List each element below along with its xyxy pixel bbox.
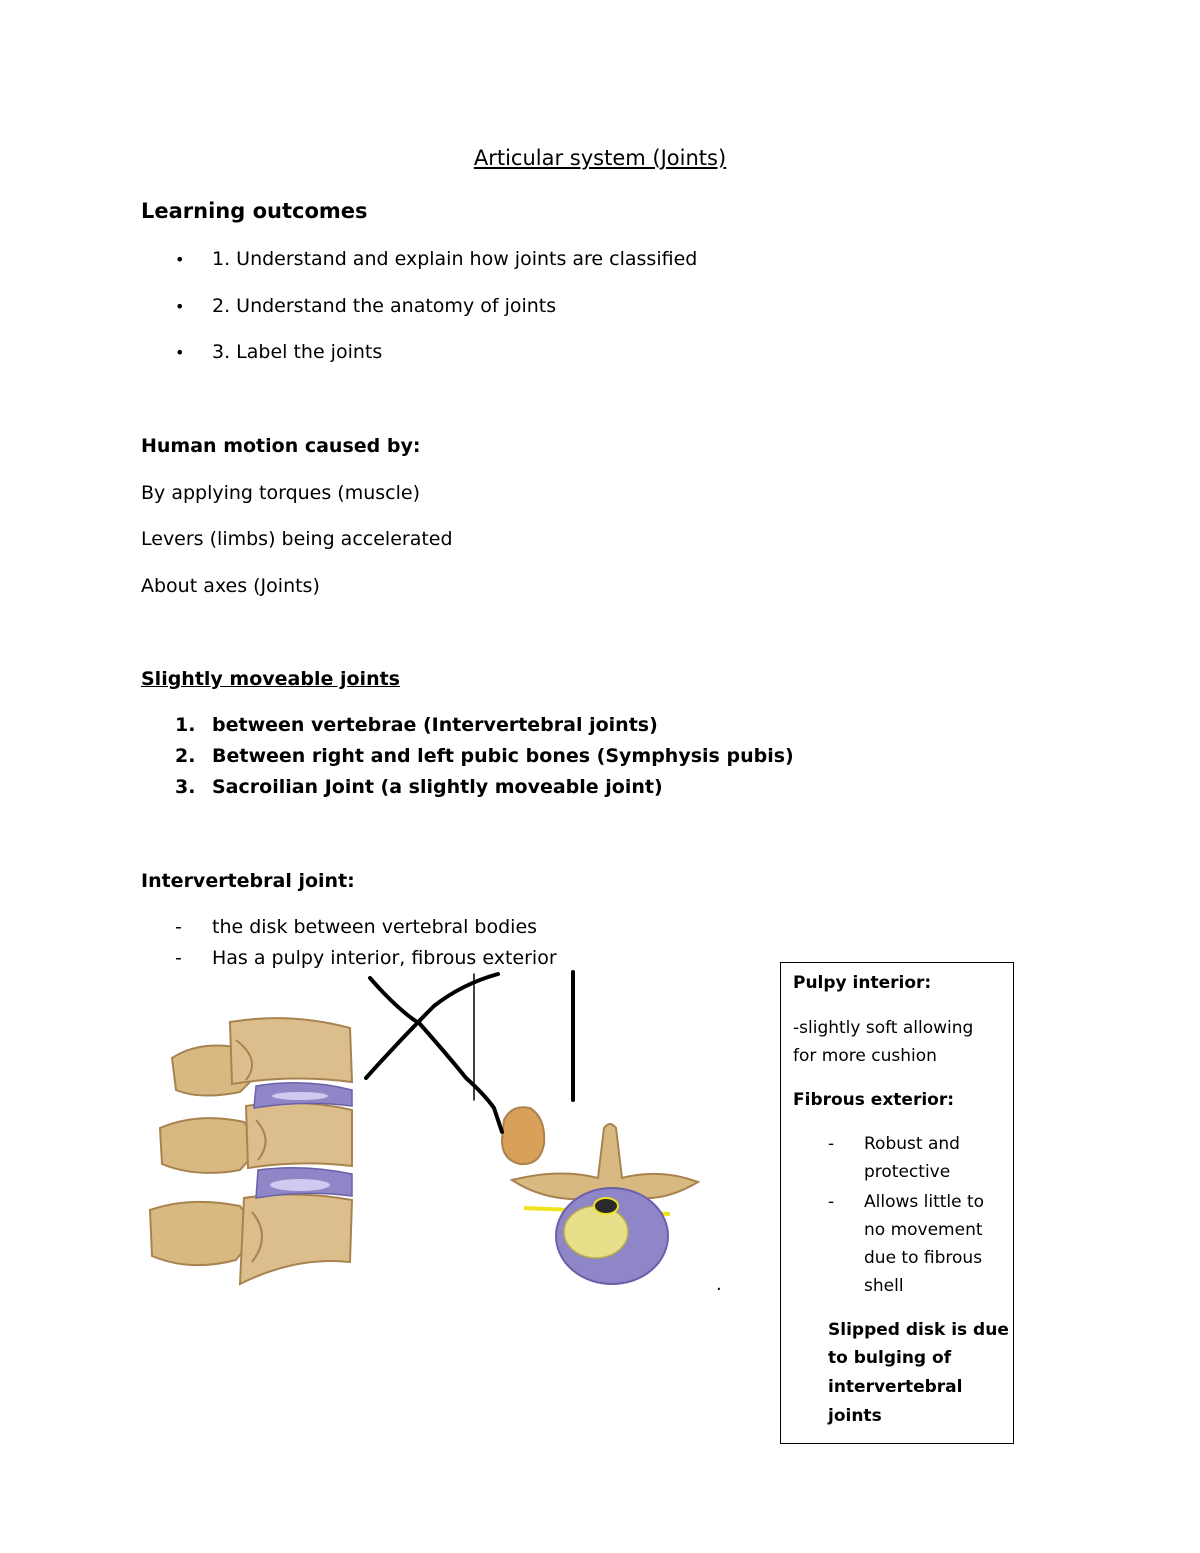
- slightly-moveable-heading: Slightly moveable joints: [141, 668, 400, 690]
- stray-dot: .: [716, 1274, 722, 1295]
- human-motion-line: Levers (limbs) being accelerated: [141, 528, 453, 550]
- pulpy-line: for more cushion: [793, 1046, 937, 1066]
- human-motion-line: By applying torques (muscle): [141, 482, 420, 504]
- list-number: 2.: [175, 745, 196, 767]
- pulpy-heading: Pulpy interior:: [793, 973, 932, 993]
- learning-outcome-item: 1. Understand and explain how joints are classified: [212, 248, 698, 270]
- bullet-marker: •: [175, 297, 185, 316]
- dash-marker: -: [175, 916, 182, 938]
- hand-drawn-lines: [366, 972, 573, 1132]
- list-number: 1.: [175, 714, 196, 736]
- fibrous-line: Allows little to: [864, 1192, 985, 1212]
- page-title: Articular system (Joints): [473, 146, 727, 170]
- list-item: Sacroilian Joint (a slightly moveable joint): [212, 776, 663, 798]
- bullet-marker: •: [175, 343, 185, 362]
- human-motion-heading: Human motion caused by:: [141, 435, 421, 457]
- fibrous-line: Robust and: [864, 1134, 960, 1154]
- pulpy-line: -slightly soft allowing: [793, 1018, 974, 1038]
- fibrous-line: due to fibrous: [864, 1248, 983, 1268]
- dash-marker: -: [828, 1192, 835, 1212]
- dash-marker: -: [175, 947, 182, 969]
- learning-outcome-item: 2. Understand the anatomy of joints: [212, 295, 557, 317]
- fibrous-line: protective: [864, 1162, 951, 1182]
- disc-fragment-illustration: [502, 1107, 544, 1164]
- notes-box: [780, 962, 1014, 1444]
- dash-marker: -: [828, 1134, 835, 1154]
- fibrous-line: no movement: [864, 1220, 983, 1240]
- learning-outcome-item: 3. Label the joints: [212, 341, 383, 363]
- slipped-disk-line: Slipped disk is due: [828, 1320, 1009, 1340]
- list-item: Between right and left pubic bones (Symphysis pubis): [212, 745, 794, 767]
- bullet-marker: •: [175, 250, 185, 269]
- fibrous-line: shell: [864, 1276, 904, 1296]
- slipped-disk-line: to bulging of: [828, 1348, 952, 1368]
- intervertebral-heading: Intervertebral joint:: [141, 870, 355, 892]
- list-item: the disk between vertebral bodies: [212, 916, 538, 938]
- list-number: 3.: [175, 776, 196, 798]
- learning-outcomes-heading: Learning outcomes: [141, 199, 368, 223]
- list-item: between vertebrae (Intervertebral joints): [212, 714, 658, 736]
- list-item: Has a pulpy interior, fibrous exterior: [212, 947, 557, 969]
- human-motion-line: About axes (Joints): [141, 575, 320, 597]
- slipped-disk-line: joints: [828, 1406, 882, 1426]
- slipped-disk-line: intervertebral: [828, 1377, 963, 1397]
- spine-lateral-illustration: [150, 1018, 352, 1284]
- fibrous-heading: Fibrous exterior:: [793, 1090, 955, 1110]
